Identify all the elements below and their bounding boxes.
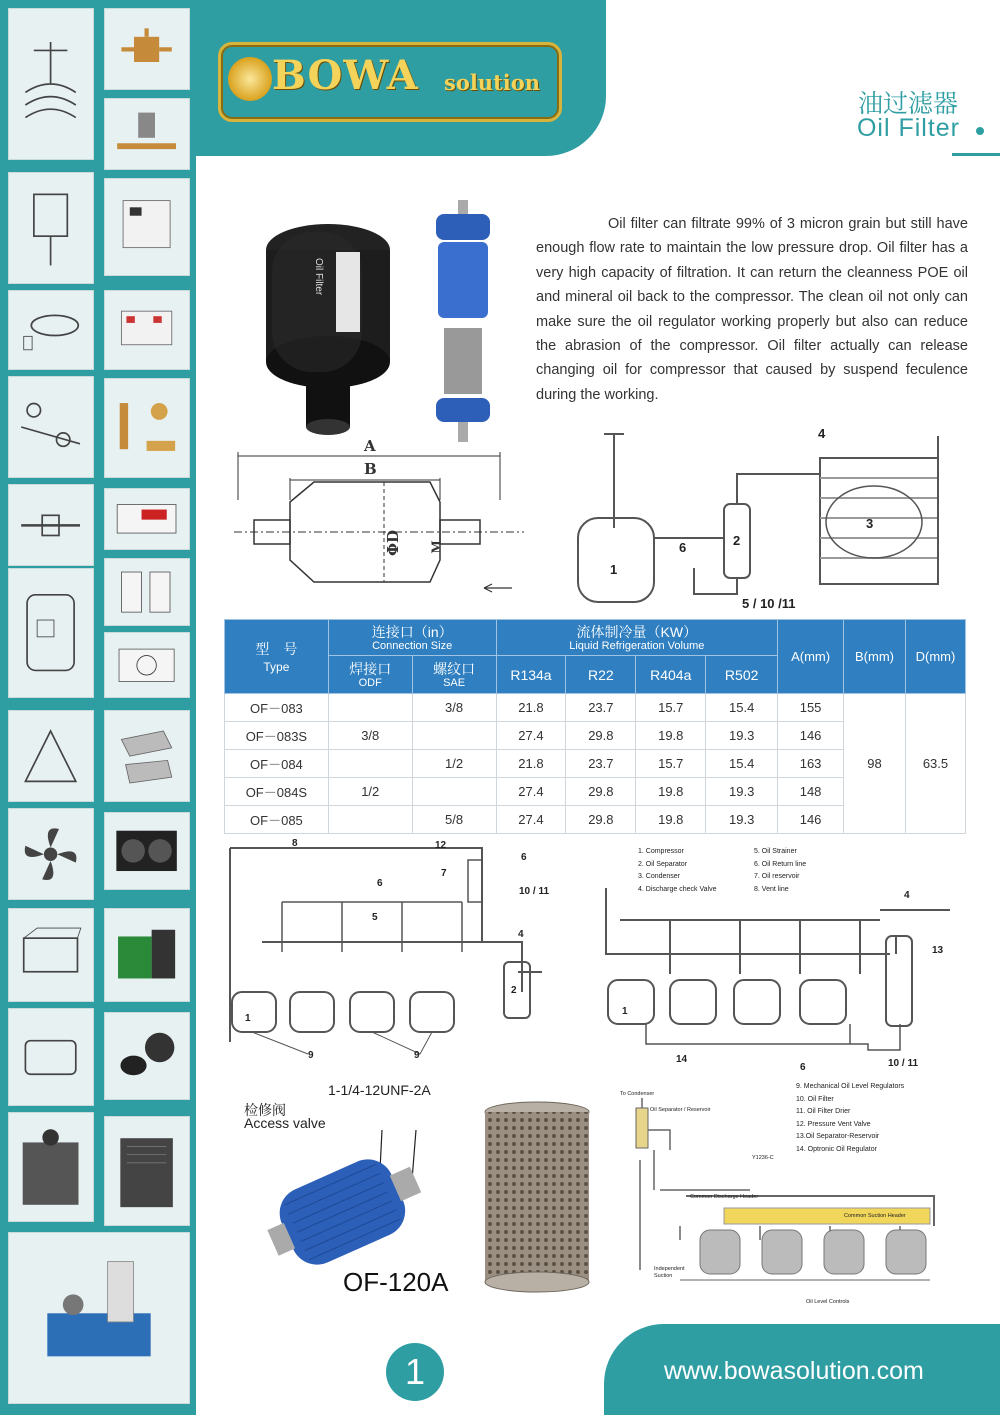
cell-odf xyxy=(328,694,412,722)
dimension-d-label: ΦD xyxy=(384,529,403,557)
diagram-right-label-14: 14 xyxy=(676,1054,688,1065)
diagram-left-label-7: 7 xyxy=(441,868,447,879)
col-r134a-header: R134a xyxy=(496,656,566,694)
multi-compressor-diagram-right xyxy=(600,884,970,1070)
schematic-discharge-header: Common Discharge Header xyxy=(690,1194,759,1200)
cell-r134a: 21.8 xyxy=(496,694,566,722)
system-label-6: 6 xyxy=(679,540,687,555)
col-sae-en: SAE xyxy=(443,676,466,689)
cell-odf: 1/2 xyxy=(328,778,412,806)
col-volume-en: Liquid Refrigeration Volume xyxy=(569,639,705,652)
diagram-left-label-5: 5 xyxy=(372,912,378,923)
fan-blade-icon xyxy=(17,820,84,888)
cell-sae: 5/8 xyxy=(412,806,496,834)
col-r404a-header: R404a xyxy=(636,656,706,694)
diagram-right-label-4: 4 xyxy=(904,890,910,901)
cell-r134a: 27.4 xyxy=(496,778,566,806)
thumb-evaporator xyxy=(104,632,190,698)
cell-r502: 19.3 xyxy=(706,806,778,834)
multi-compressor-diagram-left xyxy=(222,842,578,1068)
evaporator-icon xyxy=(113,641,180,690)
compressor-rack-icon xyxy=(27,1253,171,1382)
cell-odf xyxy=(328,806,412,834)
cell-a: 155 xyxy=(778,694,844,722)
solenoid-valve-icon xyxy=(113,107,180,160)
access-valve-label-en: Access valve xyxy=(244,1115,326,1131)
dimension-a-label: A xyxy=(364,437,376,455)
thumb-pressure-control xyxy=(8,172,94,284)
capillary-icon xyxy=(17,300,84,359)
description: Oil filter can filtrate 99% of 3 micron grain but still have enough flow rate to maintain the low pressure drop. Oil filter has a very high capacity of filtration. It can return the cleanness POE oil and mineral oil back to the compressor. The clean oil not only can make sure the oil regulator working properly but also can reduce the abrasion of the compressor. Oil filter actually can release changing oil for compressor that caused by suspend feculence during the working. xyxy=(536,216,968,403)
sidebar xyxy=(0,0,196,1415)
col-odf-cn: 焊接口 xyxy=(349,660,392,677)
thumb-compressor-rack xyxy=(8,1232,190,1404)
col-odf-en: ODF xyxy=(358,676,382,689)
thumb-condensing-unit xyxy=(104,908,190,1002)
cell-d: 63.5 xyxy=(905,694,965,834)
cell-sae: 1/2 xyxy=(412,750,496,778)
expansion-valve-icon xyxy=(113,19,180,80)
thumb-condenser-coil xyxy=(104,812,190,890)
col-a-header: A(mm) xyxy=(778,620,844,694)
diagram-left-label-6b: 6 xyxy=(377,878,383,889)
access-valve-label-cn: 检修阀 xyxy=(244,1102,286,1118)
cell-r404a: 15.7 xyxy=(636,750,706,778)
cell-sae: 3/8 xyxy=(412,694,496,722)
system-label-3: 3 xyxy=(866,516,874,531)
system-label-5-10-11: 5 / 10 /11 xyxy=(742,596,796,611)
cell-r134a: 27.4 xyxy=(496,806,566,834)
thumb-chiller xyxy=(104,1116,190,1226)
thumb-motor-drawing xyxy=(8,1008,94,1106)
cell-type: OF－085 xyxy=(225,806,329,834)
diagram-right-label-6: 6 xyxy=(800,1062,806,1073)
diagram-left-label-1: 1 xyxy=(245,1013,251,1024)
col-sae-header xyxy=(412,656,496,694)
thread-spec: 1-1/4-12UNF-2A xyxy=(328,1082,431,1098)
col-sae-cn: 螺纹口 xyxy=(433,660,476,677)
temp-controller-icon xyxy=(113,496,180,542)
cell-r134a: 21.8 xyxy=(496,750,566,778)
cell-a: 146 xyxy=(778,722,844,750)
sight-glass-icon xyxy=(17,389,84,465)
page-title-english: Oil Filter xyxy=(856,114,960,142)
schematic-y1236c: Y1236-C xyxy=(752,1155,774,1161)
pressure-control-icon xyxy=(17,186,84,270)
col-connection-header xyxy=(328,620,496,656)
pressure-switch-icon xyxy=(113,191,180,264)
cell-a: 146 xyxy=(778,806,844,834)
diagram-left-label-6a: 6 xyxy=(521,852,527,863)
system-label-1: 1 xyxy=(610,562,618,577)
system-diagram xyxy=(574,418,966,616)
cell-r404a: 15.7 xyxy=(636,694,706,722)
thumb-unit-drawing xyxy=(8,908,94,1002)
thumb-scroll-compressor xyxy=(8,568,94,698)
thumb-small-condensing-unit xyxy=(104,1012,190,1100)
col-odf-header xyxy=(328,656,412,694)
cell-odf: 3/8 xyxy=(328,722,412,750)
title-underline xyxy=(952,153,1000,156)
cell-r22: 23.7 xyxy=(566,750,636,778)
cell-r22: 29.8 xyxy=(566,722,636,750)
brand-suffix: solution xyxy=(444,70,541,95)
dual-switch-icon xyxy=(113,300,180,359)
cell-r502: 15.4 xyxy=(706,694,778,722)
small-condensing-unit-icon xyxy=(113,1023,180,1088)
diagram-left-label-4: 4 xyxy=(518,929,524,940)
model-label: OF-120A xyxy=(343,1267,449,1297)
col-r22-header: R22 xyxy=(566,656,636,694)
thumb-dual-switch xyxy=(104,290,190,370)
diagram-left-label-12: 12 xyxy=(435,840,447,851)
cell-r404a: 19.8 xyxy=(636,806,706,834)
cell-r404a: 19.8 xyxy=(636,722,706,750)
cell-type: OF－083 xyxy=(225,694,329,722)
thumb-solenoid-valve xyxy=(104,98,190,170)
col-b-header: B(mm) xyxy=(844,620,906,694)
cell-r134a: 27.4 xyxy=(496,722,566,750)
schematic-independent-suction: Independent Suction xyxy=(654,1266,685,1279)
brass-fittings-icon xyxy=(113,391,180,465)
diagram-right-label-13: 13 xyxy=(932,945,944,956)
schematic-oil-separator: Oil Separator / Reservoir xyxy=(650,1107,711,1113)
system-label-2: 2 xyxy=(733,533,741,548)
cold-room-unit-icon xyxy=(17,1126,84,1208)
legend-right: 5. Oil Strainer 6. Oil Return line 7. Oil reservoir 8. Vent line xyxy=(754,848,807,893)
oil-filter-photo xyxy=(262,212,394,444)
col-connection-cn: 连接口（in） xyxy=(371,623,453,640)
of-120a-photo xyxy=(252,1130,442,1274)
schematic-oil-level-controls: Oil Level Controls xyxy=(806,1299,850,1305)
brand-name: BOWA xyxy=(272,52,419,99)
col-type-cn: 型 号 xyxy=(255,640,298,657)
system-label-4: 4 xyxy=(818,426,826,441)
cell-a: 163 xyxy=(778,750,844,778)
hinge-icon xyxy=(113,722,180,790)
diagram-left-label-8: 8 xyxy=(292,838,298,849)
title-bullet-icon xyxy=(976,127,984,135)
condensing-unit-icon xyxy=(113,920,180,990)
thumb-hinges xyxy=(104,710,190,802)
cell-odf xyxy=(328,750,412,778)
logo-emblem-icon xyxy=(228,57,272,101)
fitting-drawing-icon xyxy=(17,722,84,790)
diagram-left-label-10-11: 10 / 11 xyxy=(519,886,550,897)
schematic-suction-header: Common Suction Header xyxy=(844,1213,906,1219)
cell-sae xyxy=(412,778,496,806)
cell-type: OF－084S xyxy=(225,778,329,806)
motor-drawing-icon xyxy=(17,1021,84,1094)
cell-r22: 23.7 xyxy=(566,694,636,722)
valve-diagram-icon xyxy=(17,27,84,141)
spec-table xyxy=(224,619,966,834)
thumb-temp-controller xyxy=(104,488,190,550)
chiller-icon xyxy=(113,1130,180,1212)
thumb-valve-diagram xyxy=(8,8,94,160)
col-type-en: Type xyxy=(263,659,290,674)
cell-r502: 19.3 xyxy=(706,722,778,750)
dimension-m-label: M xyxy=(429,540,444,554)
legend-left: 1. Compressor 2. Oil Separator 3. Condenser 4. Discharge check Valve xyxy=(638,848,717,893)
cell-r22: 29.8 xyxy=(566,806,636,834)
page-title-chinese: 油过滤器 xyxy=(857,90,958,118)
diagram-left-label-9a: 9 xyxy=(308,1050,314,1061)
oil-management-schematic xyxy=(620,1090,940,1316)
cell-type: OF－083S xyxy=(225,722,329,750)
col-volume-header xyxy=(496,620,778,656)
col-r502-header: R502 xyxy=(706,656,778,694)
table-row xyxy=(225,694,966,722)
oil-filter-exploded-photo xyxy=(430,200,496,444)
ball-valve-icon xyxy=(17,495,84,556)
thumb-fan-blade xyxy=(8,808,94,900)
unit-drawing-icon xyxy=(17,920,84,990)
cell-r502: 15.4 xyxy=(706,750,778,778)
thumb-cold-room-unit xyxy=(8,1112,94,1222)
scroll-compressor-icon xyxy=(17,584,84,681)
thumb-pressure-switch xyxy=(104,178,190,276)
col-d-header: D(mm) xyxy=(905,620,965,694)
thumb-capillary xyxy=(8,290,94,370)
diagram-left-label-9b: 9 xyxy=(414,1050,420,1061)
cell-b: 98 xyxy=(844,694,906,834)
col-volume-cn: 流体制冷量（KW） xyxy=(576,623,698,640)
thumb-sight-glass xyxy=(8,376,94,478)
thumb-expansion-valve xyxy=(104,8,190,90)
thumb-fitting-drawing xyxy=(8,710,94,802)
product-label: Oil Filter xyxy=(313,258,324,296)
col-type-header xyxy=(225,620,329,694)
page-number: 1 xyxy=(386,1343,444,1401)
cell-sae xyxy=(412,722,496,750)
cell-type: OF－084 xyxy=(225,750,329,778)
diagram-right-label-10-11: 10 / 11 xyxy=(888,1058,919,1069)
thumb-brass-fittings xyxy=(104,378,190,478)
cell-r22: 29.8 xyxy=(566,778,636,806)
diagram-right-label-1: 1 xyxy=(622,1006,628,1017)
website-link[interactable]: www.bowasolution.com xyxy=(664,1357,924,1385)
dimension-drawing xyxy=(234,440,524,612)
thumb-protector xyxy=(104,558,190,626)
condenser-coil-icon xyxy=(113,822,180,880)
legend-bottom: 9. Mechanical Oil Level Regulators 10. Oil Filter 11. Oil Filter Drier 12. Pressure Vent Valve 13.Oil Separator-Reservoir 14. Optronic Oil Regulator xyxy=(796,1083,905,1153)
cell-r404a: 19.8 xyxy=(636,778,706,806)
filter-mesh-photo xyxy=(478,1100,596,1296)
cell-r502: 19.3 xyxy=(706,778,778,806)
cell-a: 148 xyxy=(778,778,844,806)
col-connection-en: Connection Size xyxy=(372,639,453,652)
dimension-b-label: B xyxy=(364,460,377,478)
schematic-to-condenser: To Condenser xyxy=(620,1091,655,1097)
thumb-ball-valve xyxy=(8,484,94,566)
protector-icon xyxy=(113,567,180,617)
diagram-left-label-2: 2 xyxy=(511,985,517,996)
